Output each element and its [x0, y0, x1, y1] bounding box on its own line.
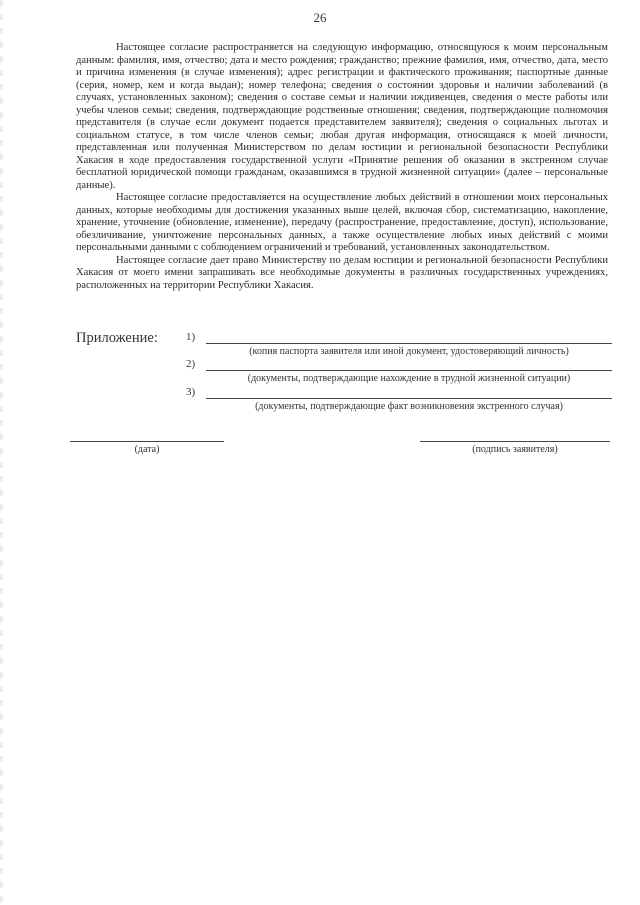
attachment-fill-line: [206, 370, 612, 371]
signature-caption: (подпись заявителя): [472, 444, 558, 455]
attachment-number: 2): [186, 358, 196, 370]
consent-body: [76, 42, 608, 292]
date-line: [70, 441, 224, 442]
attachment-item-1: [186, 331, 612, 361]
scan-edge-artifact: [0, 0, 3, 905]
attachment-fill-line: [206, 343, 612, 344]
paragraph-permitted-actions: Настоящее согласие предоставляется на осуществление любых действий в отношении моих персональных данных, которые необходимы для достижения указанных выше целей, включая сбор, систематизацию, накопление, хранение, уточнение (обновление, изменение), передачу (распространение, предоставление, доступ), использование, обезличивание, уничтожение персональных данных, а также осуществление любых иных действий с моими персональными данными с соблюдением ограничений и требований, установленных законодательством.: [76, 192, 608, 253]
attachments-heading: Приложение:: [76, 330, 158, 346]
date-caption: (дата): [134, 444, 160, 455]
attachment-caption: (документы, подтверждающие факт возникновения экстренного случая): [255, 401, 563, 412]
signature-line: [420, 441, 610, 442]
page-number: 26: [313, 10, 327, 25]
attachment-caption: (документы, подтверждающие нахождение в трудной жизненной ситуации): [247, 373, 571, 384]
attachment-number: 3): [186, 386, 196, 398]
attachment-item-2: [186, 358, 612, 388]
attachment-number: 1): [186, 331, 196, 343]
paragraph-personal-data-scope: Настоящее согласие распространяется на следующую информацию, относящуюся к моим персональным данным: фамилия, имя, отчество; дата и место рождения; гражданство; прежние фамилия, имя, отчество, дата, место и причина изменения (в случае изменения); адрес регистрации и фактического проживания; паспортные данные (серия, номер, кем и когда выдан); номер телефона; сведения о состоянии здоровья и наличии заболеваний (в случаях, установленных законом); сведения о составе семьи и наличии иждивенцев, сведения о месте работы или учебы членов семьи; сведения, подтверждающие родственные отношения; сведения, подтверждающие полномочия представителя (в случае если документ подается представителем заявителя); сведения о социальных льготах и социальном статусе, в том числе членов семьи; любая другая информация, относящаяся к моей личности, представленная или полученная Министерством по делам юстиции и региональной безопасности Республики Хакасия в ходе предоставления государственной услуги «Принятие решения об оказании в экстренном случае бесплатной юридической помощи гражданам, оказавшимся в трудной жизненной ситуации» (далее – персональные данные).: [76, 42, 608, 191]
attachment-caption: (копия паспорта заявителя или иной документ, удостоверяющий личность): [249, 346, 569, 357]
paragraph-document-requests: Настоящее согласие дает право Министерству по делам юстиции и региональной безопасности Республики Хакасия от моего имени запрашивать все необходимые документы в различных государственных учреждениях, расположенных на территории Республики Хакасия.: [76, 254, 608, 291]
attachment-fill-line: [206, 398, 612, 399]
attachment-item-3: [186, 386, 612, 416]
